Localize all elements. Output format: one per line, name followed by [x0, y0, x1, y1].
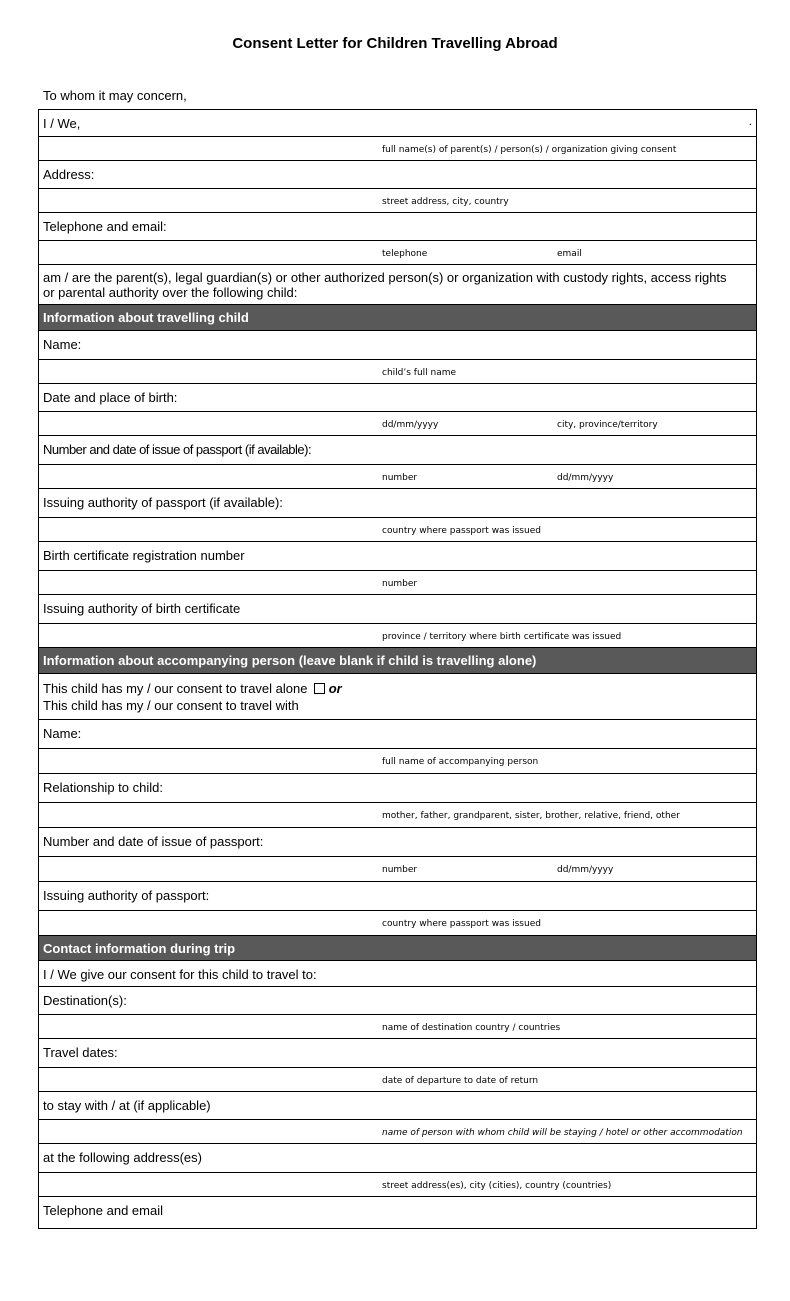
destinations-field[interactable] — [39, 987, 756, 1015]
telephone-email-field[interactable] — [39, 213, 756, 241]
greeting: To whom it may concern, — [43, 88, 187, 103]
birth-certificate-number-hint: number — [382, 579, 418, 589]
contact-telephone-email-field[interactable] — [39, 1197, 756, 1228]
travel-alone-checkbox[interactable] — [314, 683, 325, 694]
section-header-contact — [39, 936, 756, 961]
relationship-label: Relationship to child: — [43, 780, 163, 795]
contact-telephone-email-label: Telephone and email — [43, 1203, 163, 1218]
child-name-hint: child’s full name — [382, 368, 457, 378]
hint-row — [39, 1068, 756, 1092]
child-city-hint: city, province/territory — [557, 420, 658, 430]
accompanying-passport-number-hint: number — [382, 865, 418, 875]
section-header-child — [39, 305, 756, 331]
child-passport-date-hint: dd/mm/yyyy — [557, 473, 614, 483]
telephone-email-label: Telephone and email: — [43, 219, 167, 234]
child-dob-label: Date and place of birth: — [43, 390, 178, 405]
stay-address-label: at the following address(es) — [43, 1150, 202, 1165]
email-hint: email — [557, 249, 582, 259]
hint-row — [39, 911, 756, 936]
hint-row — [39, 412, 756, 436]
travel-alone-label: This child has my / our consent to travel alone — [43, 681, 308, 696]
child-passport-number-hint: number — [382, 473, 418, 483]
child-passport-authority-label: Issuing authority of passport (if available): — [43, 495, 283, 510]
hint-row — [39, 749, 756, 774]
or-label: or — [328, 681, 342, 696]
accompanying-name-label: Name: — [43, 726, 82, 741]
hint-row — [39, 189, 756, 213]
child-dob-hint: dd/mm/yyyy — [382, 420, 439, 430]
travel-with-label: This child has my / our consent to travel with — [43, 698, 299, 713]
consent-form — [38, 109, 757, 1229]
stay-with-label: to stay with / at (if applicable) — [43, 1098, 211, 1113]
hint-row — [39, 241, 756, 265]
stay-with-hint: name of person with whom child will be staying / hotel or other accommodation — [382, 1128, 743, 1138]
accompanying-name-field[interactable] — [39, 720, 756, 749]
child-passport-country-hint: country where passport was issued — [382, 526, 541, 536]
hint-row — [39, 360, 756, 384]
birth-certificate-number-label: Birth certificate registration number — [43, 548, 245, 563]
child-passport-label: Number and date of issue of passport (if available): — [43, 442, 312, 457]
travel-consent-label: I / We give our consent for this child to travel to: — [43, 967, 317, 982]
address-hint: street address, city, country — [382, 197, 509, 207]
custody-text: am / are the parent(s), legal guardian(s) or other authorized person(s) or organization with custody rights, access rights or parental authority over the following child: — [43, 270, 727, 300]
hint-row — [39, 518, 756, 542]
address-field[interactable] — [39, 161, 756, 189]
travel-consent-choice — [39, 674, 756, 720]
stay-with-field[interactable] — [39, 1092, 756, 1120]
birth-certificate-authority-label: Issuing authority of birth certificate — [43, 601, 241, 616]
child-name-field[interactable] — [39, 331, 756, 360]
destinations-hint: name of destination country / countries — [382, 1023, 561, 1033]
travel-dates-label: Travel dates: — [43, 1045, 118, 1060]
accompanying-passport-field[interactable] — [39, 828, 756, 857]
hint-row — [39, 624, 756, 648]
section-header-child-label: Information about travelling child — [43, 310, 249, 325]
travel-dates-field[interactable] — [39, 1039, 756, 1068]
hint-row — [39, 1120, 756, 1144]
travel-consent-statement — [39, 961, 756, 987]
travel-dates-hint: date of departure to date of return — [382, 1076, 539, 1086]
section-header-accompanying — [39, 648, 756, 674]
hint-row — [39, 137, 756, 161]
relationship-field[interactable] — [39, 774, 756, 803]
stay-address-field[interactable] — [39, 1144, 756, 1173]
child-passport-authority-field[interactable] — [39, 489, 756, 518]
section-header-contact-label: Contact information during trip — [43, 941, 236, 956]
accompanying-passport-label: Number and date of issue of passport: — [43, 834, 264, 849]
hint-row — [39, 1015, 756, 1039]
telephone-hint: telephone — [382, 249, 428, 259]
hint-row — [39, 571, 756, 595]
iwe-label: I / We, — [43, 116, 81, 131]
custody-statement — [39, 265, 756, 305]
accompanying-passport-authority-label: Issuing authority of passport: — [43, 888, 210, 903]
hint-row — [39, 465, 756, 489]
relationship-hint: mother, father, grandparent, sister, brother, relative, friend, other — [382, 811, 680, 821]
child-passport-field[interactable] — [39, 436, 756, 465]
child-dob-field[interactable] — [39, 384, 756, 412]
birth-certificate-number-field[interactable] — [39, 542, 756, 571]
document-title: Consent Letter for Children Travelling Abroad — [232, 35, 558, 52]
hint-row — [39, 1173, 756, 1197]
child-name-label: Name: — [43, 337, 82, 352]
parents-name-field[interactable] — [39, 110, 756, 137]
parents-name-hint: full name(s) of parent(s) / person(s) / organization giving consent — [382, 145, 677, 155]
address-label: Address: — [43, 167, 95, 182]
period-mark: . — [748, 114, 752, 128]
accompanying-passport-authority-field[interactable] — [39, 882, 756, 911]
accompanying-passport-date-hint: dd/mm/yyyy — [557, 865, 614, 875]
stay-address-hint: street address(es), city (cities), country (countries) — [382, 1181, 612, 1191]
accompanying-passport-country-hint: country where passport was issued — [382, 919, 541, 929]
destinations-label: Destination(s): — [43, 993, 127, 1008]
birth-certificate-authority-hint: province / territory where birth certificate was issued — [382, 632, 622, 642]
hint-row — [39, 857, 756, 882]
hint-row — [39, 803, 756, 828]
accompanying-name-hint: full name of accompanying person — [382, 757, 539, 767]
birth-certificate-authority-field[interactable] — [39, 595, 756, 624]
section-header-accompanying-label: Information about accompanying person (leave blank if child is travelling alone) — [43, 653, 537, 668]
